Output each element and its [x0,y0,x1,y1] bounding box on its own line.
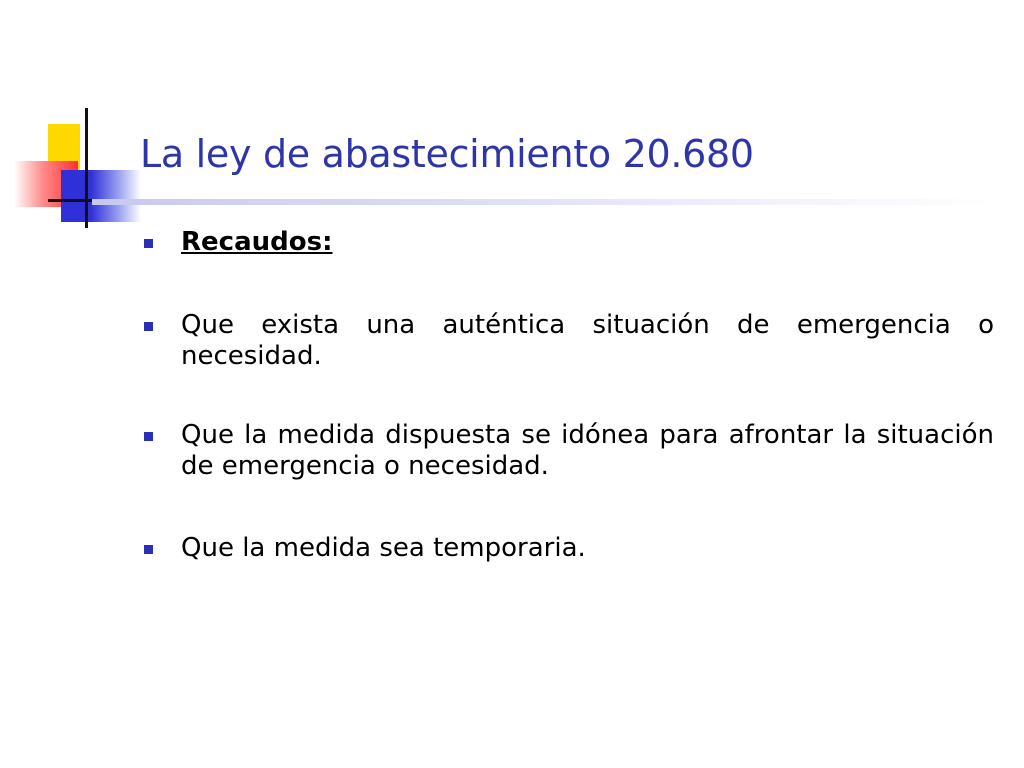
bullet-item-temporaria [144,533,994,564]
bullet-text: Que exista una auténtica situación de emergencia o necesidad. [181,310,994,371]
logo-blue-gradient [91,170,141,222]
bullet-list [144,227,994,616]
square-bullet-icon [144,239,153,248]
bullet-text: Que la medida dispuesta se idónea para afrontar la situación de emergencia o necesidad. [181,420,994,481]
logo-vertical-line [85,108,88,228]
slide-title: La ley de abastecimiento 20.680 [140,132,754,176]
bullet-item-recaudos [144,227,994,258]
square-bullet-icon [144,322,153,331]
square-bullet-icon [144,545,153,554]
bullet-heading: Recaudos: [181,227,333,257]
square-bullet-icon [144,432,153,441]
bullet-item-medida-idonea [144,420,994,482]
bullet-item-emergencia [144,310,994,372]
title-underline-rule [92,199,992,205]
bullet-text: Que la medida sea temporaria. [181,533,586,563]
